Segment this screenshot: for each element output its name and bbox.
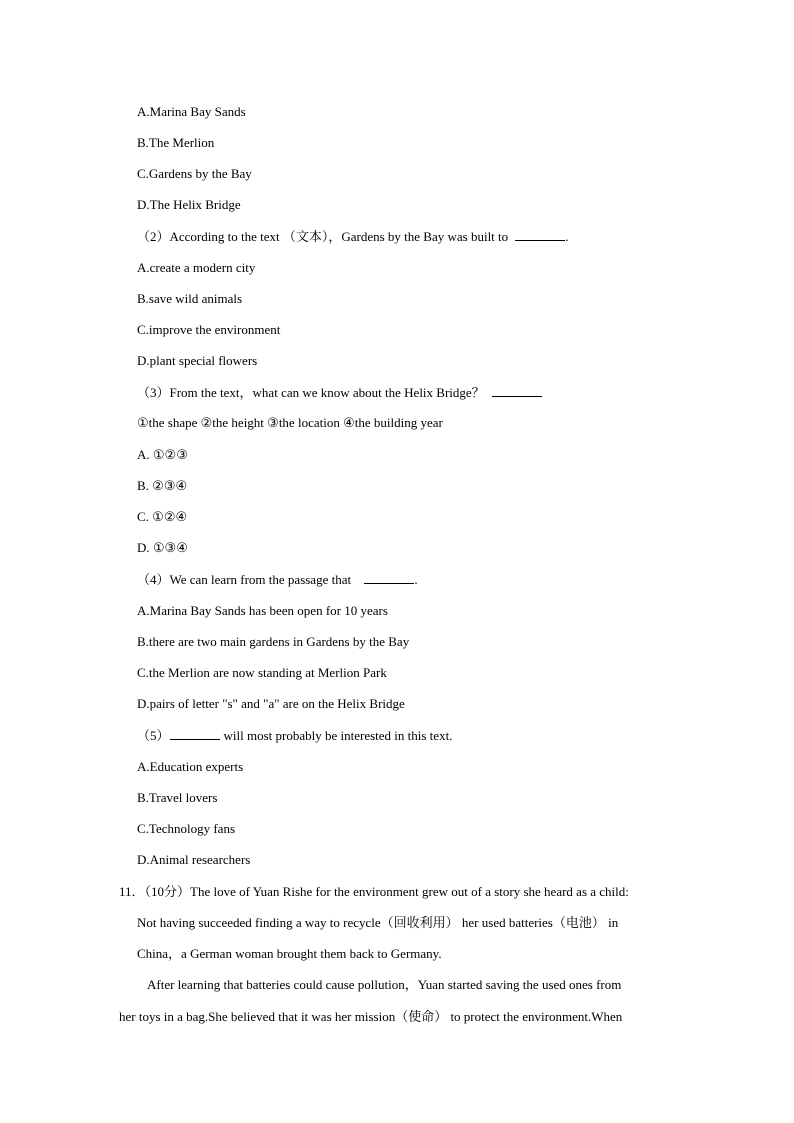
q4-stem bbox=[137, 571, 418, 589]
q4-answer-blank bbox=[364, 571, 414, 584]
q11-line-1: 11．（10分）The love of Yuan Rishe for the environment grew out of a story she heard as a child: bbox=[119, 884, 629, 899]
q2-option-d: D.plant special flowers bbox=[137, 353, 258, 368]
q1-option-a: A.Marina Bay Sands bbox=[137, 104, 246, 119]
q2-stem-end: . bbox=[565, 229, 569, 244]
q2-option-a: A.create a modern city bbox=[137, 260, 256, 275]
q3-items: ①the shape ②the height ③the location ④the building year bbox=[137, 415, 443, 430]
q3-stem-text: （3）From the text，what can we know about the Helix Bridge？ bbox=[137, 385, 485, 400]
q2-answer-blank bbox=[515, 228, 565, 241]
q1-option-d: D.The Helix Bridge bbox=[137, 197, 241, 212]
q4-option-c: C.the Merlion are now standing at Merlion Park bbox=[137, 665, 387, 680]
q1-option-c: C.Gardens by the Bay bbox=[137, 166, 252, 181]
q4-stem-end: . bbox=[414, 572, 418, 587]
q4-option-d: D.pairs of letter "s" and "a" are on the Helix Bridge bbox=[137, 696, 405, 711]
q5-stem-start: （5） bbox=[137, 728, 170, 743]
q11-line-2: Not having succeeded finding a way to recycle（回收利用） her used batteries（电池） in bbox=[137, 915, 619, 930]
q3-option-b: B. ②③④ bbox=[137, 478, 188, 493]
q3-option-a: A. ①②③ bbox=[137, 447, 188, 462]
q11-line-4: After learning that batteries could cause pollution，Yuan started saving the used ones from bbox=[147, 977, 622, 992]
q4-option-b: B.there are two main gardens in Gardens by the Bay bbox=[137, 634, 410, 649]
q5-stem-end: will most probably be interested in this text. bbox=[223, 728, 453, 743]
q5-option-b: B.Travel lovers bbox=[137, 790, 218, 805]
q2-stem-text: （2）According to the text （文本），Gardens by the Bay was built to bbox=[137, 229, 509, 244]
q1-option-b: B.The Merlion bbox=[137, 135, 215, 150]
q2-option-b: B.save wild animals bbox=[137, 291, 243, 306]
q3-option-c: C. ①②④ bbox=[137, 509, 188, 524]
q5-option-c: C.Technology fans bbox=[137, 821, 236, 836]
q5-stem bbox=[137, 727, 452, 745]
q5-option-d: D.Animal researchers bbox=[137, 852, 251, 867]
q11-line-3: China，a German woman brought them back to Germany. bbox=[137, 946, 442, 961]
q3-stem bbox=[137, 384, 542, 402]
q5-option-a: A.Education experts bbox=[137, 759, 244, 774]
q5-answer-blank bbox=[170, 727, 220, 740]
q4-option-a: A.Marina Bay Sands has been open for 10 years bbox=[137, 603, 388, 618]
q11-line-5: her toys in a bag.She believed that it was her mission（使命） to protect the environment.When bbox=[119, 1009, 623, 1024]
q3-answer-blank bbox=[492, 384, 542, 397]
q2-stem bbox=[137, 228, 569, 246]
q2-option-c: C.improve the environment bbox=[137, 322, 281, 337]
q3-option-d: D. ①③④ bbox=[137, 540, 188, 555]
q4-stem-text: （4）We can learn from the passage that bbox=[137, 572, 352, 587]
